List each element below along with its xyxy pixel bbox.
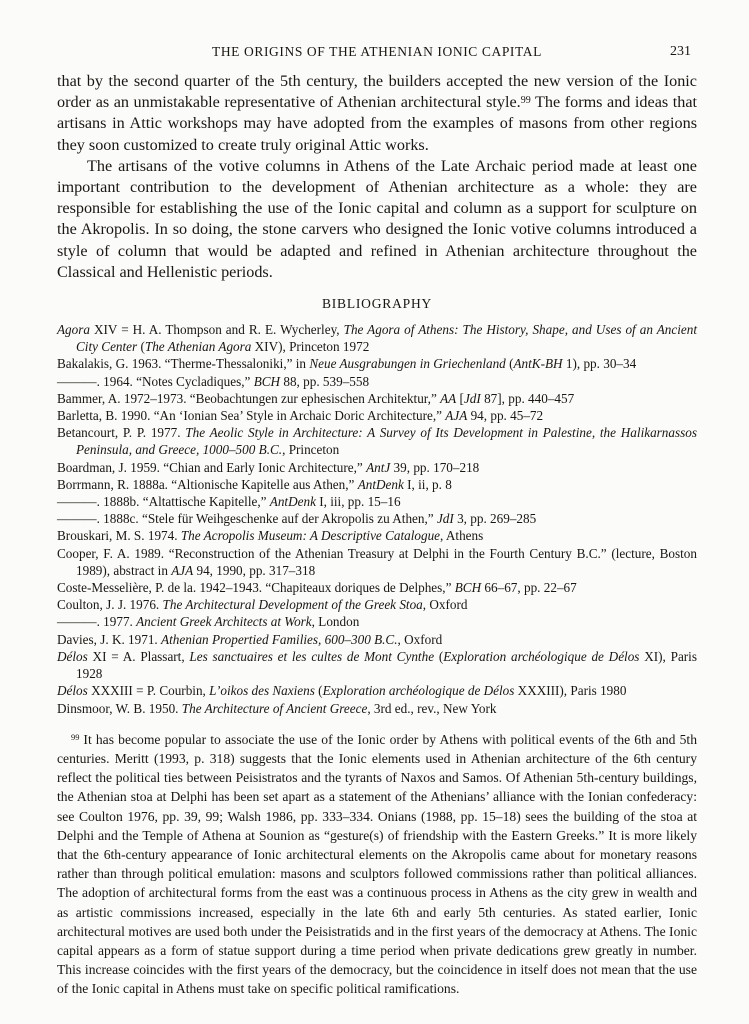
bibliography-entry: Coste-Messelière, P. de la. 1942–1943. “Chapiteaux doriques de Delphes,” BCH 66–67, pp. 22–67 bbox=[57, 580, 577, 596]
bibliography-entry: Cooper, F. A. 1989. “Reconstruction of the Athenian Treasury at Delphi in the Fourth Century B.C.” (lecture, Boston 1989), abstract in AJA 94, 1990, pp. 317–318 bbox=[57, 545, 697, 578]
paragraph: The artisans of the votive columns in Athens of the Late Archaic period made at least one important contribution to the development of Athenian architecture as a whole: they are responsible for establishing the use of the Ionic capital and column as a support for sculpture on the Akropolis. In so doing, the stone carvers who designed the Ionic votive columns introduced a style of column that would be adapted and refined in Athenian architecture throughout the Classical and Hellenistic periods. bbox=[57, 156, 697, 281]
bibliography-entry: Davies, J. K. 1971. Athenian Propertied Families, 600–300 B.C., Oxford bbox=[57, 631, 443, 647]
body-text bbox=[57, 71, 697, 283]
bibliography-entry: ———. 1964. “Notes Cycladiques,” BCH 88, pp. 539–558 bbox=[57, 373, 370, 389]
bibliography-entry: Dinsmoor, W. B. 1950. The Architecture of Ancient Greece, 3rd ed., rev., New York bbox=[57, 700, 497, 716]
bibliography-entry: ———. 1888b. “Altattische Kapitelle,” AntDenk I, iii, pp. 15–16 bbox=[57, 494, 401, 510]
bibliography-entry: ———. 1888c. “Stele für Weihgeschenke auf der Akropolis zu Athen,” JdI 3, pp. 269–285 bbox=[57, 511, 537, 527]
bibliography-entry: Barletta, B. 1990. “An ‘Ionian Sea’ Style in Archaic Doric Architecture,” AJA 94, pp. 45–72 bbox=[57, 408, 544, 424]
bibliography-entry: Boardman, J. 1959. “Chian and Early Ionic Architecture,” AntJ 39, pp. 170–218 bbox=[57, 459, 480, 475]
bibliography-entry: Brouskari, M. S. 1974. The Acropolis Museum: A Descriptive Catalogue, Athens bbox=[57, 528, 484, 544]
page-header bbox=[57, 44, 697, 61]
footnote-text: $^{99}$ It has become popular to associate the use of the Ionic order by Athens with political events of the 6th and 5th centuries. Meritt (1993, p. 318) suggests that the Ionic elements used in Athenian architecture of the 6th century reflect the political ties between Peisistratos and the tyrants of Naxos and Samos. Of Athenian 5th-century buildings, the Athenian stoa at Delphi has been set apart as a statement of the Athenians’ alliance with the Ionian confederacy: see Coulton 1976, pp. 39, 99; Walsh 1986, pp. 333–334. Onians (1988, pp. 15–18) sees the building of the stoa at Delphi and the Temple of Athena at Sounion as “gesture(s) of friendship with the Eastern Greeks.” It is more likely that the 6th-century appearance of Ionic architectural elements on the Akropolis came about for monetary reasons rather than through political emulation: masons and sculptors followed commissions rather than political alliances. The adoption of architectural forms from the east was a continuous process in Athens as the city grew in wealth and as artistic commissions increased, especially in the late 6th and early 5th centuries. As stated earlier, Ionic architectural motives are used both under the Peisistratids and in the first years of the democracy at Athens. The Ionic capital appears as a form of statue support during a time period when private dedications grew greatly in number. This increase coincides with the first years of the democracy, but the coincidence in itself does not mean that the use of the Ionic capital in Athens must take on specific political ramifications. bbox=[57, 731, 697, 997]
bibliography-entry: Bammer, A. 1972–1973. “Beobachtungen zur ephesischen Architektur,” AA [JdI 87], pp. 440–457 bbox=[57, 390, 575, 406]
bibliography-entry: Agora XIV = H. A. Thompson and R. E. Wycherley, The Agora of Athens: The History, Shape, and Uses of an Ancient City Center (The Athenian Agora XIV), Princeton 1972 bbox=[57, 322, 697, 355]
bibliography-entry: Borrmann, R. 1888a. “Altionische Kapitelle aus Athen,” AntDenk I, ii, p. 8 bbox=[57, 476, 452, 492]
running-head: THE ORIGINS OF THE ATHENIAN IONIC CAPITAL bbox=[211, 44, 542, 59]
bibliography-entry: ———. 1977. Ancient Greek Architects at Work, London bbox=[57, 614, 360, 630]
bibliography-entry: Délos XXXIII = P. Courbin, L’oikos des Naxiens (Exploration archéologique de Délos XXXIII), Paris 1980 bbox=[57, 683, 627, 699]
footnote bbox=[57, 730, 697, 999]
bibliography-entry: Betancourt, P. P. 1977. The Aeolic Style in Architecture: A Survey of Its Development in Palestine, the Halikarnassos Peninsula, and Greece, 1000–500 B.C., Princeton bbox=[57, 425, 697, 458]
bibliography-entry: Coulton, J. J. 1976. The Architectural Development of the Greek Stoa, Oxford bbox=[57, 597, 468, 613]
bibliography-list bbox=[57, 321, 697, 717]
bibliography-heading: BIBLIOGRAPHY bbox=[321, 296, 433, 312]
bibliography-entry: Délos XI = A. Plassart, Les sanctuaires et les cultes de Mont Cynthe (Exploration archéologique de Délos XI), Paris 1928 bbox=[57, 648, 697, 682]
page-number: 231 bbox=[670, 44, 691, 59]
bibliography-entry: Bakalakis, G. 1963. “Therme-Thessaloniki,” in Neue Ausgrabungen in Griechenland (AntK-BH 1), pp. 30–34 bbox=[57, 356, 637, 372]
paragraph: that by the second quarter of the 5th century, the builders accepted the new version of the Ionic order as an unmistakable representative of Athenian architectural style.$^{99}$ The forms and ideas that artisans in Attic workshops may have adopted from the examples of masons from other regions they soon customized to create truly original Attic works. bbox=[57, 72, 697, 154]
